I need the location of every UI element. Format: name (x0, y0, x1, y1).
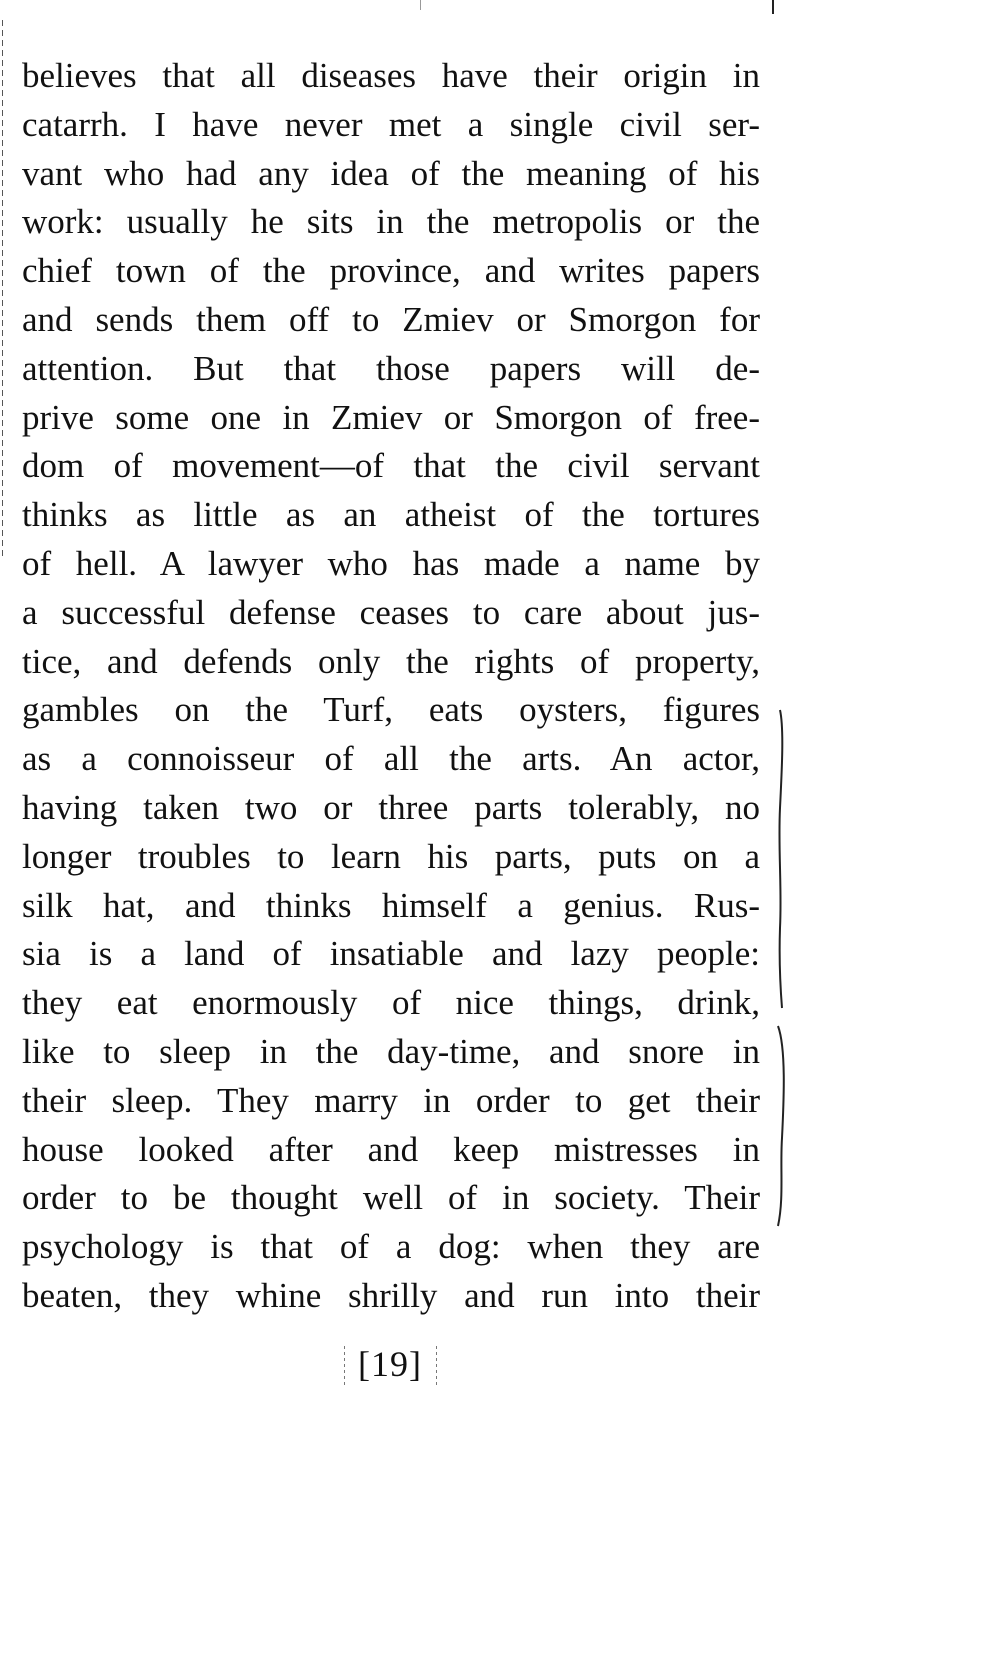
text-line: gambles on the Turf, eats oysters, figures (22, 690, 760, 730)
text-line: longer troubles to learn his parts, puts on a (22, 836, 760, 876)
text-line: house looked after and keep mistresses in (22, 1129, 760, 1169)
text-line: of hell. A lawyer who has made a name by (22, 543, 760, 583)
text-line: work: usually he sits in the metropolis or the (22, 202, 760, 242)
text-line: sia is a land of insatiable and lazy people: (22, 934, 760, 974)
body-text (22, 52, 760, 1321)
scan-mark-top (420, 0, 421, 10)
text-line: vant who had any idea of the meaning of his (22, 153, 760, 193)
text-line: they eat enormously of nice things, drink, (22, 983, 760, 1023)
text-line: beaten, they whine shrilly and run into their (22, 1275, 760, 1315)
margin-annotation-bracket (774, 708, 804, 1228)
text-line: silk hat, and thinks himself a genius. Rus- (22, 885, 760, 925)
page-number-rule-right (436, 1346, 437, 1388)
text-line: believes that all diseases have their origin in (22, 56, 760, 95)
text-line: prive some one in Zmiev or Smorgon of free- (22, 397, 760, 437)
text-line: dom of movement—of that the civil servant (22, 446, 760, 486)
text-line: catarrh. I have never met a single civil ser- (22, 104, 760, 144)
text-line: thinks as little as an atheist of the tortures (22, 495, 760, 535)
text-line: tice, and defends only the rights of property, (22, 641, 760, 681)
text-line: attention. But that those papers will de- (22, 348, 760, 388)
text-line: a successful defense ceases to care about jus- (22, 592, 760, 632)
text-line: like to sleep in the day-time, and snore in (22, 1031, 760, 1071)
page-number: [19] (358, 1344, 422, 1384)
left-margin-rule (2, 20, 3, 560)
text-line: and sends them off to Zmiev or Smorgon for (22, 299, 760, 339)
text-line: as a connoisseur of all the arts. An actor, (22, 739, 760, 779)
text-line: their sleep. They marry in order to get their (22, 1080, 760, 1120)
scan-mark-corner (772, 0, 774, 14)
text-line: chief town of the province, and writes papers (22, 251, 760, 291)
text-line: having taken two or three parts tolerably, no (22, 787, 760, 827)
text-line: order to be thought well of in society. Their (22, 1178, 760, 1218)
text-line: psychology is that of a dog: when they are (22, 1227, 760, 1267)
